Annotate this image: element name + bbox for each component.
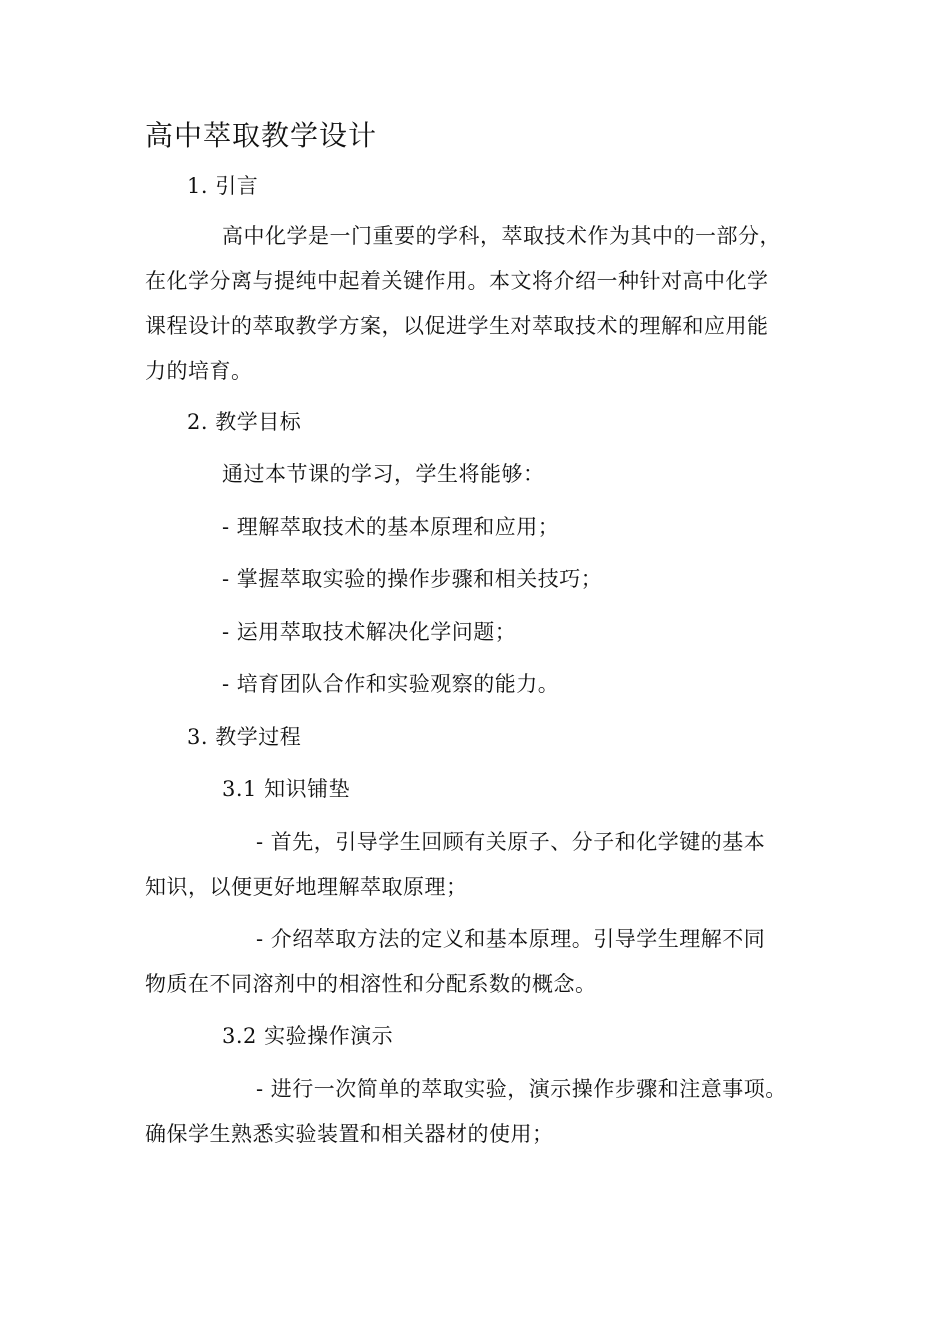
section-heading-process: 3. 教学过程: [187, 725, 302, 749]
goal-list-item: - 掌握萃取实验的操作步骤和相关技巧；: [222, 567, 603, 591]
intro-para-line: 力的培育。: [145, 359, 253, 383]
intro-para-line: 高中化学是一门重要的学科，萃取技术作为其中的一部分，: [222, 224, 781, 248]
process-para-line: - 首先，引导学生回顾有关原子、分子和化学键的基本: [256, 830, 766, 854]
goal-list-item: - 培育团队合作和实验观察的能力。: [222, 672, 560, 696]
process-para-line: - 介绍萃取方法的定义和基本原理。引导学生理解不同: [256, 927, 766, 951]
section-heading-intro: 1. 引言: [187, 174, 259, 198]
process-para-line: - 进行一次简单的萃取实验，演示操作步骤和注意事项。: [256, 1077, 787, 1101]
process-para-line: 物质在不同溶剂中的相溶性和分配系数的概念。: [145, 972, 597, 996]
goals-lead: 通过本节课的学习，学生将能够：: [222, 462, 545, 486]
subsection-heading-3-2: 3.2 实验操作演示: [222, 1024, 394, 1048]
subsection-heading-3-1: 3.1 知识铺垫: [222, 777, 351, 801]
section-heading-goals: 2. 教学目标: [187, 410, 302, 434]
intro-para-line: 课程设计的萃取教学方案，以促进学生对萃取技术的理解和应用能: [145, 314, 769, 338]
process-para-line: 知识，以便更好地理解萃取原理；: [145, 875, 468, 899]
document-title: 高中萃取教学设计: [145, 119, 378, 152]
goal-list-item: - 理解萃取技术的基本原理和应用；: [222, 515, 560, 539]
intro-para-line: 在化学分离与提纯中起着关键作用。本文将介绍一种针对高中化学: [145, 269, 769, 293]
goal-list-item: - 运用萃取技术解决化学问题；: [222, 620, 517, 644]
process-para-line: 确保学生熟悉实验装置和相关器材的使用；: [145, 1122, 554, 1146]
